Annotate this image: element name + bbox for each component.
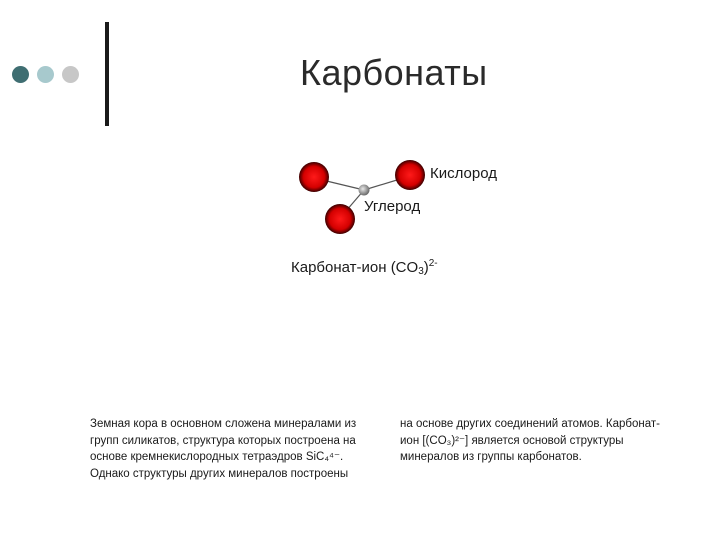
body-line: минералов из группы карбонатов. (400, 451, 582, 463)
body-line: на основе других соединений атомов. Карбонат- (400, 418, 660, 430)
body-text-column-1 (90, 416, 356, 482)
slide-title: Карбонаты (300, 52, 488, 93)
oxygen-label: Кислород (430, 165, 497, 182)
caption-prefix: Карбонат-ион (CO (291, 259, 419, 276)
carbon-label: Углерод (364, 198, 421, 215)
diagram-caption (291, 258, 438, 277)
oxygen-atom-2 (395, 160, 425, 190)
body-text-column-2 (400, 416, 660, 466)
body-line: Однако структуры других минералов построены (90, 467, 349, 480)
oxygen-atom-1 (299, 162, 329, 192)
oxygen-atom-3 (325, 204, 355, 234)
carbon-atom (359, 185, 370, 196)
body-line: групп силикатов, структура которых построена на (90, 434, 356, 447)
body-line: основе кремнекислородных тетраэдров SiC₄⁴⁻. (90, 451, 344, 463)
caption-subscript: 3 (418, 266, 424, 277)
caption-superscript: 2- (428, 258, 438, 269)
body-line: ион [(CO₃)²⁻] является основой структуры (400, 434, 624, 447)
caption-close: ) (423, 259, 429, 276)
body-line: Земная кора в основном сложена минералами из (90, 418, 357, 430)
